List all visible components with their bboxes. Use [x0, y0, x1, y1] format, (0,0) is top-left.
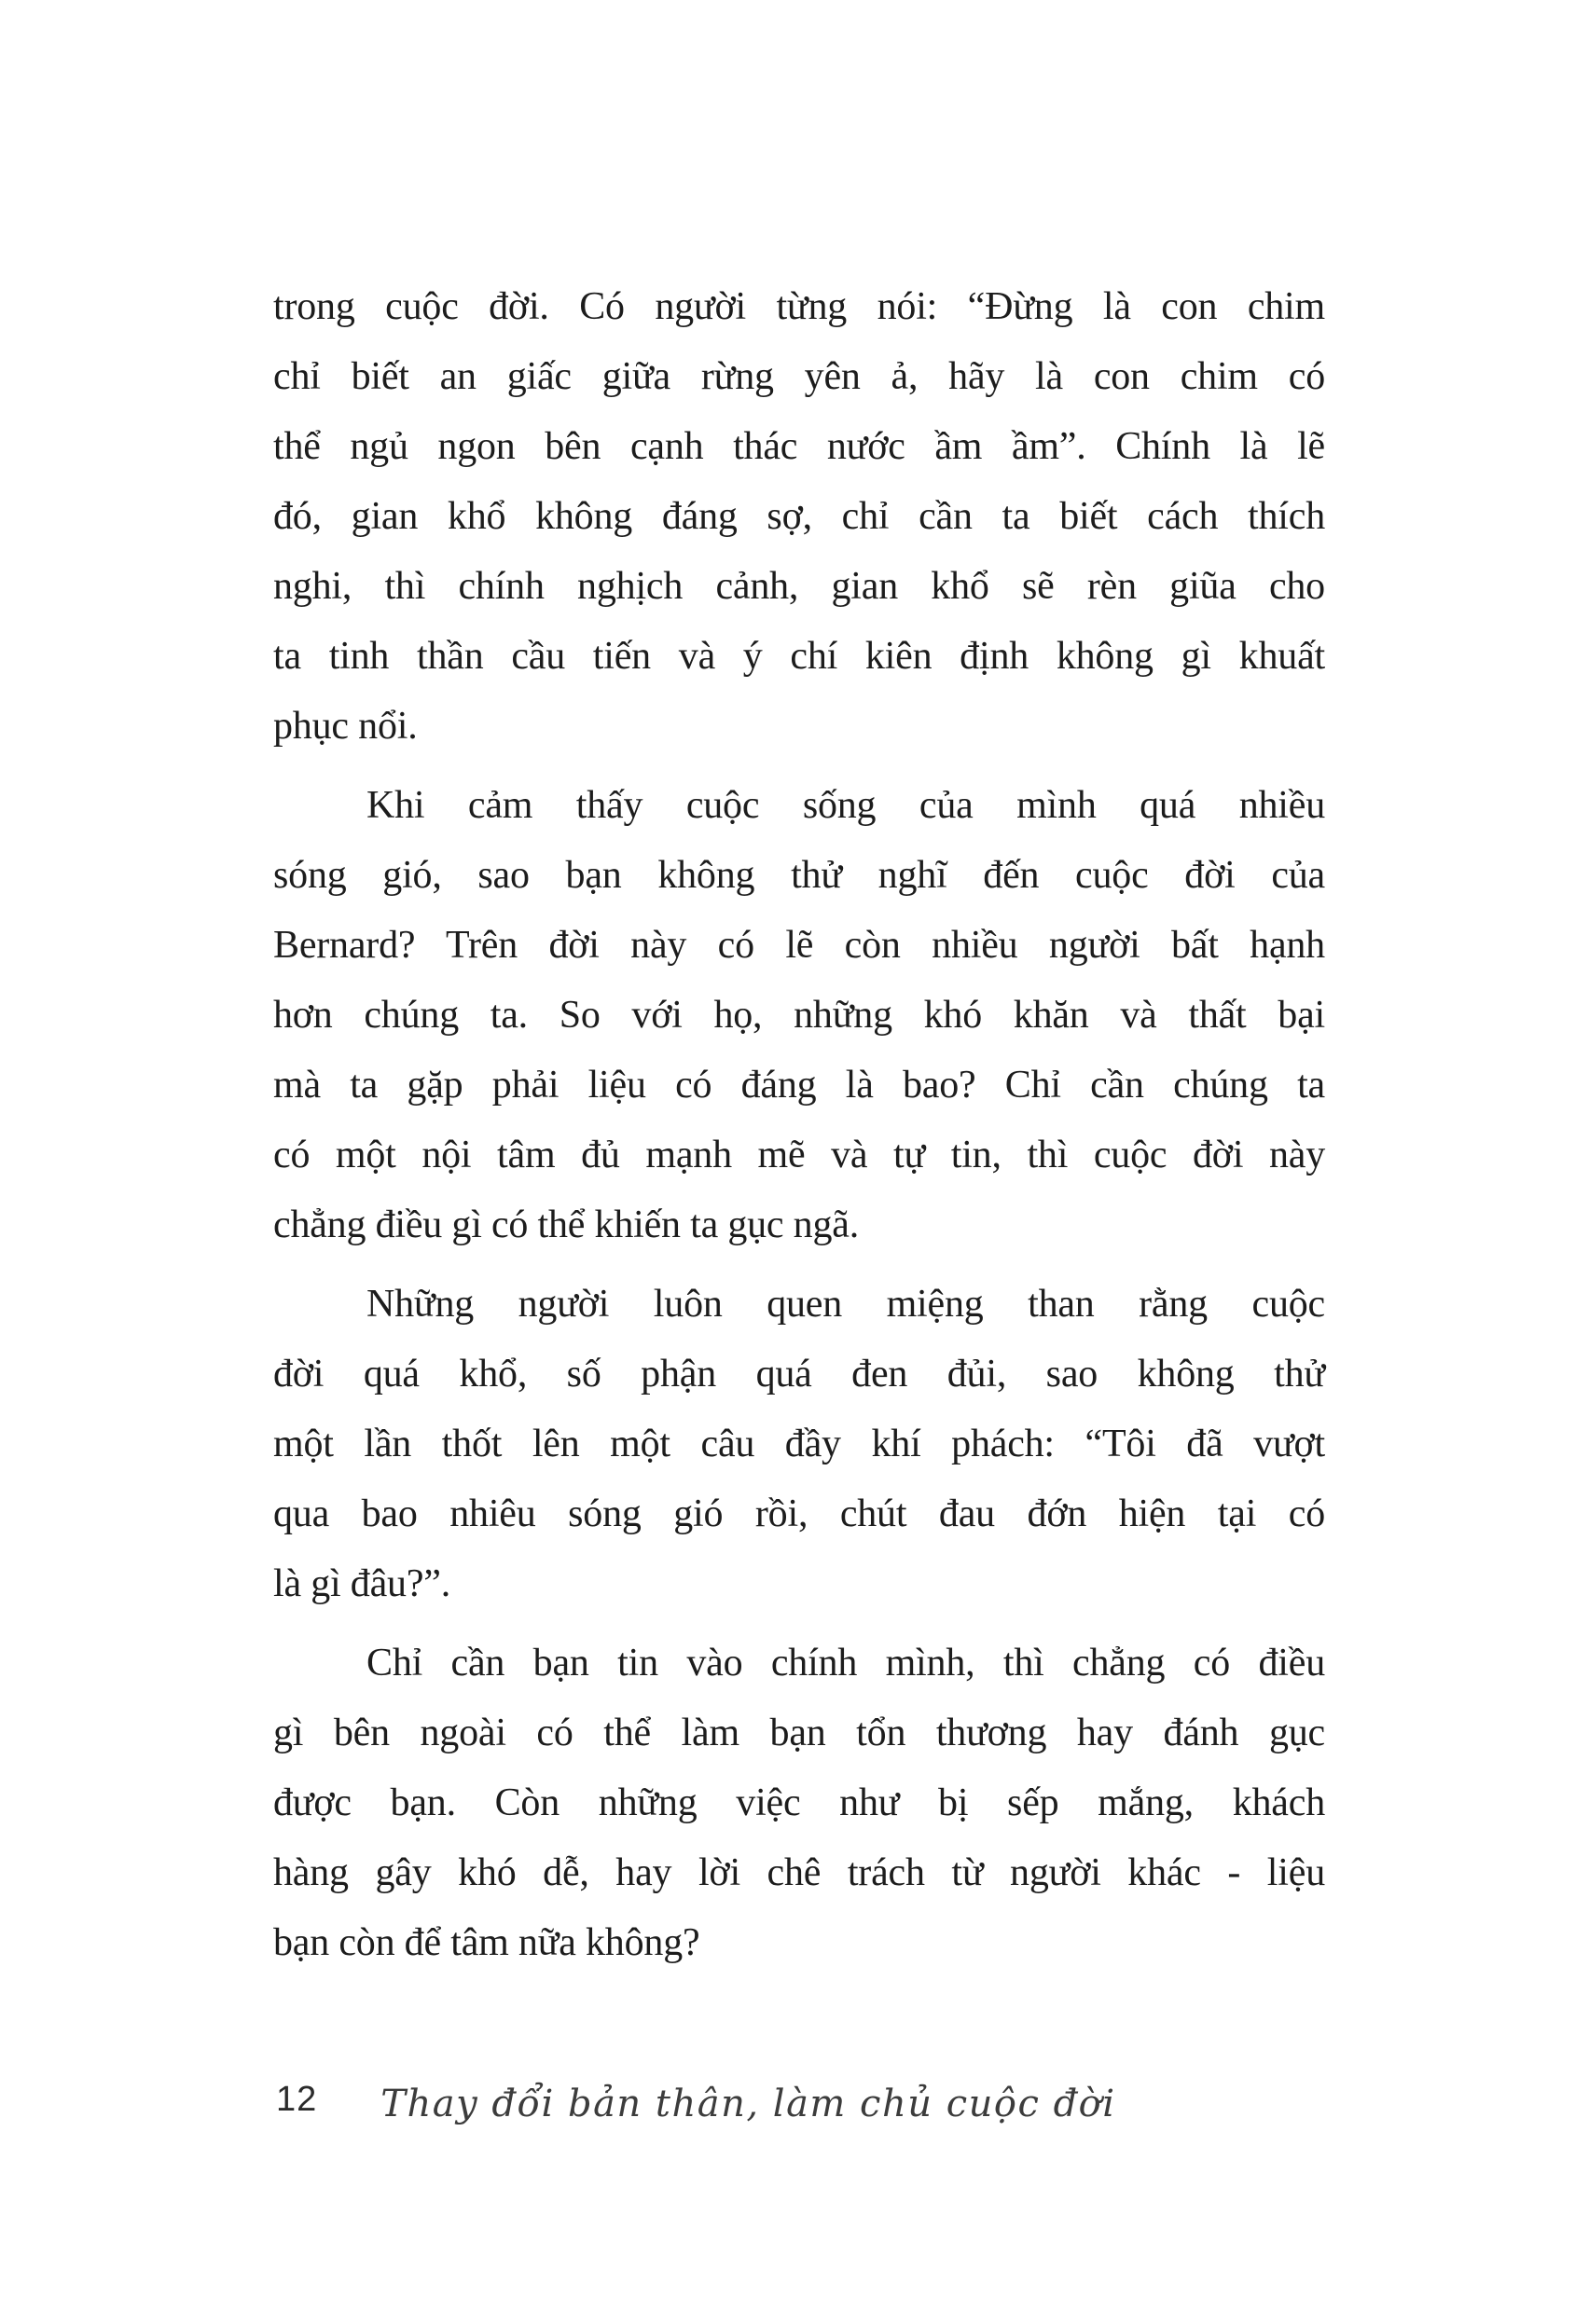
text-line: chỉ biết an giấc giữa rừng yên ả, hãy là con chim có: [273, 355, 1325, 398]
text-line: Chỉ cần bạn tin vào chính mình, thì chẳng có điều: [366, 1642, 1325, 1685]
text-line: một lần thốt lên một câu đầy khí phách: “Tôi đã vượt: [273, 1423, 1325, 1465]
page-footer: [276, 2077, 1116, 2125]
running-title: Thay đổi bản thân, làm chủ cuộc đời: [380, 2083, 1116, 2125]
text-line: Bernard? Trên đời này có lẽ còn nhiều người bất hạnh: [273, 924, 1325, 967]
text-line: mà ta gặp phải liệu có đáng là bao? Chỉ cần chúng ta: [273, 1064, 1325, 1107]
text-line: có một nội tâm đủ mạnh mẽ và tự tin, thì cuộc đời này: [273, 1134, 1325, 1176]
page-number: 12: [276, 2080, 318, 2119]
text-line: gì bên ngoài có thể làm bạn tổn thương hay đánh gục: [273, 1712, 1325, 1754]
paragraph: [273, 272, 1325, 762]
text-line: Những người luôn quen miệng than rằng cuộc: [366, 1283, 1325, 1326]
text-line: được bạn. Còn những việc như bị sếp mắng, khách: [273, 1781, 1325, 1824]
text-line: trong cuộc đời. Có người từng nói: “Đừng là con chim: [273, 285, 1325, 328]
text-line: hàng gây khó dễ, hay lời chê trách từ người khác - liệu: [273, 1851, 1325, 1894]
text-line: nghi, thì chính nghịch cảnh, gian khổ sẽ rèn giũa cho: [273, 565, 1325, 608]
text-line: thể ngủ ngon bên cạnh thác nước ầm ầm”. Chính là lẽ: [273, 425, 1325, 468]
text-line: phục nổi.: [273, 705, 418, 748]
text-line: đó, gian khổ không đáng sợ, chỉ cần ta biết cách thích: [273, 495, 1325, 538]
paragraph: [273, 1270, 1325, 1619]
text-line: sóng gió, sao bạn không thử nghĩ đến cuộc đời của: [273, 854, 1325, 897]
text-line: qua bao nhiêu sóng gió rồi, chút đau đớn hiện tại có: [273, 1492, 1325, 1535]
text-line: ta tinh thần cầu tiến và ý chí kiên định không gì khuất: [273, 635, 1325, 678]
text-line: đời quá khổ, số phận quá đen đủi, sao không thử: [273, 1353, 1325, 1396]
paragraph: [273, 1629, 1325, 1978]
text-line: chẳng điều gì có thể khiến ta gục ngã.: [273, 1203, 860, 1246]
text-line: hơn chúng ta. So với họ, những khó khăn và thất bại: [273, 994, 1325, 1037]
body-text: [273, 272, 1325, 1987]
paragraph: [273, 771, 1325, 1260]
text-line: bạn còn để tâm nữa không?: [273, 1921, 700, 1964]
text-line: là gì đâu?”.: [273, 1562, 451, 1605]
text-line: Khi cảm thấy cuộc sống của mình quá nhiều: [366, 784, 1325, 827]
